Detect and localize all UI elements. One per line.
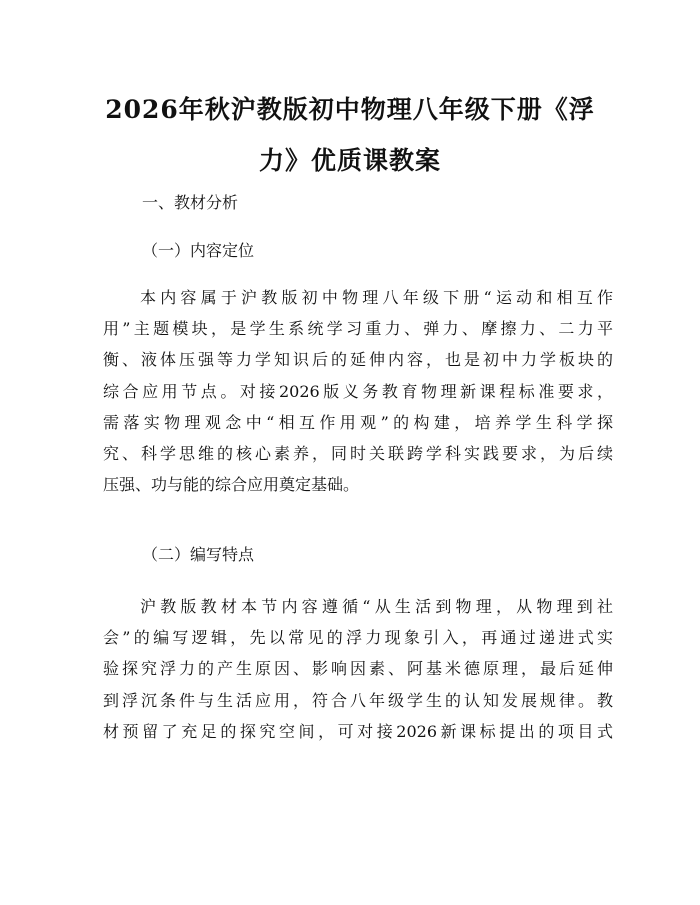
paragraph-line: 需落实物理观念中“相互作用观”的构建，培养学生科学探: [103, 412, 613, 432]
paragraph-line: 综合应用节点。对接2026版义务教育物理新课程标准要求，: [103, 381, 613, 401]
paragraph-line: 沪教版教材本节内容遵循“从生活到物理，从物理到社: [140, 597, 613, 616]
paragraph-writing-features: [103, 591, 613, 747]
paragraph-line: 会”的编写逻辑，先以常见的浮力现象引入，再通过递进式实: [103, 628, 613, 648]
subsection-heading-content-positioning: （一）内容定位: [142, 241, 255, 260]
paragraph-line: 压强、功与能的综合应用奠定基础。: [103, 475, 360, 495]
title-line-2: 力》优质课教案: [258, 146, 441, 175]
paragraph-line: 材预留了充足的探究空间，可对接2026新课标提出的项目式: [103, 721, 613, 741]
paragraph-line: 究、科学思维的核心素养，同时关联跨学科实践要求，为后续: [103, 443, 613, 463]
title-line-1: 2026年秋沪教版初中物理八年级下册《浮: [105, 95, 595, 124]
paragraph-content-positioning: [103, 282, 613, 500]
paragraph-line: 验探究浮力的产生原因、影响因素、阿基米德原理，最后延伸: [103, 659, 613, 679]
paragraph-line: 到浮沉条件与生活应用，符合八年级学生的认知发展规律。教: [103, 690, 613, 710]
paragraph-line: 本内容属于沪教版初中物理八年级下册“运动和相互作: [140, 288, 613, 307]
section-heading-textbook-analysis: 一、教材分析: [142, 193, 239, 212]
paragraph-line: 衡、液体压强等力学知识后的延伸内容，也是初中力学板块的: [103, 350, 613, 370]
paragraph-line: 用”主题模块，是学生系统学习重力、弹力、摩擦力、二力平: [103, 319, 613, 339]
subsection-heading-writing-features: （二）编写特点: [142, 545, 255, 564]
document-title: [100, 84, 600, 186]
